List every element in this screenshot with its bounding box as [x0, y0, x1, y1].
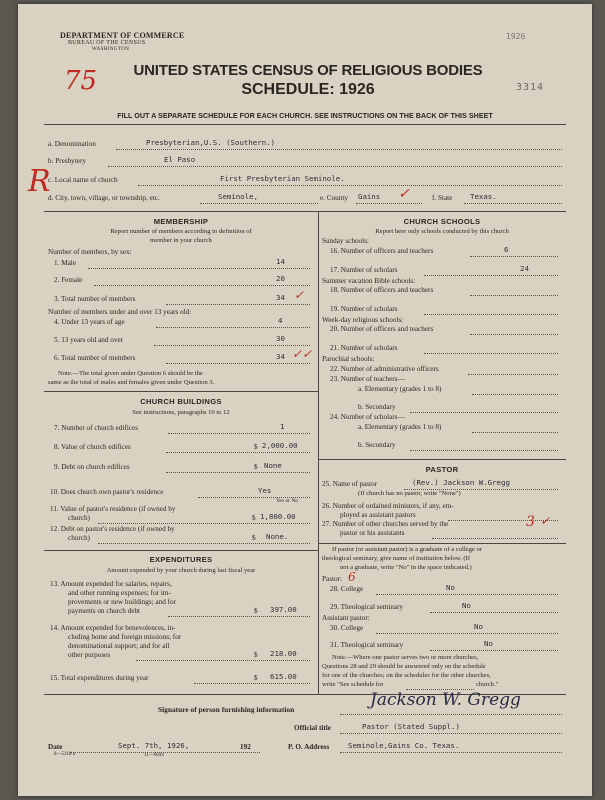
sunday-officers-label: 16. Number of officers and teachers	[330, 247, 434, 255]
buildings-heading: CHURCH BUILDINGS	[140, 397, 222, 406]
residence-value-label: 11. Value of pastor's residence (if owned by	[50, 505, 176, 513]
yes-no-hint: Yes or No	[276, 498, 299, 504]
date-value[interactable]: Sept. 7th, 1926,	[118, 741, 190, 750]
other-churches-value[interactable]: 3	[526, 514, 535, 530]
running-expenses-label: 13. Amount expended for salaries, repairs,	[50, 580, 172, 588]
form-instruction: FILL OUT A SEPARATE SCHEDULE FOR EACH CHURCH. SEE INSTRUCTIONS ON THE BACK OF THIS SHEET	[117, 111, 493, 120]
pastor-name-hint: (If church has no pastor, write "None")	[358, 490, 461, 497]
city-label: d. City, town, village, or township, etc.	[48, 194, 160, 202]
pastor-sub-label: Pastor:	[322, 575, 342, 583]
other-churches-label: 27. Number of other churches served by the	[322, 520, 449, 528]
parochial-schools-label: Parochial schools:	[322, 355, 375, 363]
city-value[interactable]: Seminole,	[218, 192, 259, 201]
total-members-label: 3. Total number of members	[54, 295, 136, 303]
divider	[318, 459, 566, 460]
received-stamp-date: 1926	[506, 32, 526, 41]
census-schedule-sheet: DEPARTMENT OF COMMERCE BUREAU OF THE CENSUS WASHINGTON 1926 3314 75 R UNITED STATES CENSUS OF RELIGIOUS BODIES SCHEDULE: 1926 FILL OUT A SEPARATE SCHEDULE FOR EACH CHURCH. SEE INSTRUCTIONS ON THE BACK OF THIS SHEET a. Denomination Presbyterian,U.S. (Southern.) b. Presbytery El Paso c. Local name of church First Presbyterian Seminole. d. City, town, village, or township, etc. Seminole, e. County Gains ✓ f. State Texas. MEMBERSHIP Report number of members according to definition of member in your church Number of members, by sex: 1. Male 14 2. Female 20 3. Total number of members 34 ✓ Number of members under and over 13 years old: 4. Under 13 years of age 4 5. 13 years old and over 30 6. Total number of members 34 ✓✓ Note.—The total given under Question 6 should be the same as the total of males and females given under Question 3. CHURCH BUILDINGS See instructions, paragraphs 10 to 12 7. Number of church edifices 1 8. Value of church edifices $ 2,000.00 9. Debt on church edifices $ None 10. Does church own pastor's residence Yes Yes or No 11. Value of pastor's residence (if owned by church) $ 1,800.00 12. Debt on pastor's residence (if owned by church) $ None. EXPENDITURES Amount expended by your church during last fiscal year 13. Amount expended for salaries, repairs, and other running expenses; for im- provements or new buildings; and for payments on church debt $ 397.00 14. Amount expended for benevolences, in- cluding home and foreign missions; for denominational support; and for all other purposes $ 218.00 15. Total expenditures during year $ 615.00 CHURCH SCHOOLS Report here only schools conducted by this church Sunday schools: 16. Number of officers and teachers 6 17. Number of scholars 24 Summer vacation Bible schools: 18. Number of officers and teachers 19. Number of scholars Week-day religious schools: 20. Number of officers and teachers 21. Number of scholars Parochial schools: 22. Number of administrative officers 23. Number of teachers— a. Elementary (grades 1 to 8) b. Secondary 24. Number of scholars— a. Elementary (grades 1 to 8) b. Secondary PASTOR 25. Name of pastor (Rev.) Jackson W.Gregg (If church has no pastor, write "None") 26. Number of ordained ministers, if any, em- ployed as assistant pastors 27. Number of other churches served by the pastor or his assistants 3 ✓ If pastor (or assistant pastor) is a graduate of a college or theological seminary, give name of institution below. (If not a graduate, write "No" in the space indicated.) Pastor: 6 28. College No 29. Theological seminary No Assistant pastor: 30. College No 31. Theological seminary No Note.—Where one pastor serves two or more churches, Questions 28 and 29 should be answered only on the schedule for one of the churches; on the schedules for the other churches, write "See schedule for church." Signature of person furnishing information Jackson W. Gregg Official title Pastor (Stated Suppl.) Date Sept. 7th, 1926, 192 P. O. Address Seminole,Gains Co. Texas. 8—5318 a 11—9044	[18, 4, 592, 796]
asst-college-label: 30. College	[330, 624, 364, 632]
vacation-schools-label: Summer vacation Bible schools:	[322, 277, 416, 285]
graduate-note: If pastor (or assistant pastor) is a graduate of a college or	[332, 546, 482, 553]
official-title-value[interactable]: Pastor (Stated Suppl.)	[362, 722, 460, 731]
handwritten-letter: R	[28, 164, 51, 199]
schedule-title: SCHEDULE: 1926	[241, 81, 375, 98]
po-address-label: P. O. Address	[288, 743, 330, 751]
edifices-debt-label: 9. Debt on church edifices	[54, 463, 130, 471]
membership-intro-2: member in your church	[150, 237, 212, 244]
year-suffix: 192	[240, 743, 251, 751]
bureau-heading: BUREAU OF THE CENSUS	[68, 40, 146, 46]
scholars-label: 24. Number of scholars—	[330, 413, 405, 421]
edifices-count-value[interactable]: 1	[280, 422, 285, 431]
teachers-secondary-label: b. Secondary	[358, 403, 396, 411]
edifices-debt-amount[interactable]: None	[264, 461, 282, 470]
department-heading: DEPARTMENT OF COMMERCE	[60, 31, 185, 40]
date-label: Date	[48, 743, 63, 751]
signature-label: Signature of person furnishing information	[158, 705, 295, 714]
pastor-name-value[interactable]: (Rev.) Jackson W.Gregg	[412, 478, 510, 487]
benevolences-label: 14. Amount expended for benevolences, in-	[50, 624, 176, 632]
sunday-schools-label: Sunday schools:	[322, 237, 369, 245]
edifices-count-label: 7. Number of church edifices	[54, 424, 139, 432]
edifices-value-amount[interactable]: 2,000.00	[262, 441, 298, 450]
pastor-mark: 6	[348, 570, 356, 584]
under-13-label: 4. Under 13 years of age	[54, 318, 125, 326]
scholars-elementary-label: a. Elementary (grades 1 to 8)	[358, 423, 442, 431]
admin-officers-label: 22. Number of administrative officers	[330, 365, 439, 373]
weekday-schools-label: Week-day religious schools:	[322, 316, 404, 324]
denomination-label: a. Denomination	[48, 140, 96, 148]
city-heading: WASHINGTON	[92, 47, 130, 52]
schools-intro: Report here only schools conducted by this church	[375, 228, 509, 235]
expenditures-intro: Amount expended by your church during last fiscal year	[106, 567, 256, 574]
sunday-scholars-count[interactable]: 24	[520, 264, 529, 273]
pastor-note: Note.—Where one pastor serves two or more churches,	[332, 654, 479, 661]
male-label: 1. Male	[54, 259, 76, 267]
weekday-officers-label: 20. Number of officers and teachers	[330, 325, 434, 333]
divider	[44, 391, 318, 392]
presbytery-label: b. Presbytery	[48, 157, 86, 165]
running-expenses-amount[interactable]: 397.00	[270, 605, 297, 614]
total-members-count[interactable]: 34	[276, 293, 285, 302]
pastor-name-label: 25. Name of pastor	[322, 480, 378, 488]
over-13-label: 5. 13 years old and over	[54, 336, 124, 344]
owns-residence-label: 10. Does church own pastor's residence	[50, 488, 164, 496]
denomination-value[interactable]: Presbyterian,U.S. (Southern.)	[146, 138, 276, 147]
print-number: 11—9044	[144, 753, 164, 758]
teachers-label: 23. Number of teachers—	[330, 375, 405, 383]
divider	[44, 211, 566, 212]
divider	[318, 543, 566, 544]
membership-heading: MEMBERSHIP	[153, 217, 209, 226]
residence-debt-amount[interactable]: None.	[266, 532, 289, 541]
state-value[interactable]: Texas.	[470, 192, 497, 201]
male-count[interactable]: 14	[276, 257, 285, 266]
official-title-label: Official title	[294, 724, 331, 732]
scholars-secondary-label: b. Secondary	[358, 441, 396, 449]
state-label: f. State	[432, 194, 453, 202]
church-name-label: c. Local name of church	[48, 176, 118, 184]
handwritten-number: 75	[64, 66, 98, 96]
female-count[interactable]: 20	[276, 274, 285, 283]
po-address-value[interactable]: Seminole,Gains Co. Texas.	[348, 741, 460, 750]
weekday-scholars-label: 21. Number of scholars	[330, 344, 398, 352]
buildings-intro: See instructions, paragraphs 10 to 12	[132, 409, 230, 416]
total-members-2-label: 6. Total number of members	[54, 354, 136, 362]
expenditures-heading: EXPENDITURES	[149, 555, 213, 564]
residence-value-amount[interactable]: 1,800.00	[260, 512, 296, 521]
under-13-count[interactable]: 4	[278, 316, 283, 325]
teachers-elementary-label: a. Elementary (grades 1 to 8)	[358, 385, 442, 393]
college-value[interactable]: No	[446, 583, 455, 592]
owns-residence-value[interactable]: Yes	[258, 486, 272, 495]
county-label: e. County	[320, 194, 348, 202]
column-divider	[318, 211, 319, 694]
membership-note-2: same as the total of males and females given under Question 3.	[48, 379, 215, 386]
members-by-age-label: Number of members under and over 13 years old:	[48, 308, 192, 316]
residence-debt-label: 12. Debt on pastor's residence (if owned by	[50, 525, 175, 533]
total-expenditures-amount[interactable]: 615.00	[270, 672, 297, 681]
membership-intro: Report number of members according to definition of	[110, 228, 252, 235]
county-value[interactable]: Gains	[358, 192, 381, 201]
schools-heading: CHURCH SCHOOLS	[403, 217, 481, 226]
total-expenditures-label: 15. Total expenditures during year	[50, 674, 149, 682]
members-by-sex-label: Number of members, by sex:	[48, 248, 132, 256]
church-name-value[interactable]: First Presbyterian Seminole.	[220, 174, 345, 183]
college-label: 28. College	[330, 585, 364, 593]
membership-note: Note.—The total given under Question 6 should be the	[58, 370, 203, 377]
vacation-officers-label: 18. Number of officers and teachers	[330, 286, 434, 294]
pastor-heading: PASTOR	[425, 465, 459, 474]
vacation-scholars-label: 19. Number of scholars	[330, 305, 398, 313]
divider	[44, 124, 566, 125]
female-label: 2. Female	[54, 276, 83, 284]
presbytery-value[interactable]: El Paso	[164, 155, 196, 164]
sunday-officers-count[interactable]: 6	[504, 245, 509, 254]
total-members-2-count[interactable]: 34	[276, 352, 285, 361]
benevolences-amount[interactable]: 218.00	[270, 649, 297, 658]
form-number: 8—5318 a	[54, 752, 75, 757]
assistant-pastor-label: Assistant pastor:	[322, 614, 370, 622]
asst-college-value[interactable]: No	[474, 622, 483, 631]
ordained-ministers-label: 26. Number of ordained ministers, if any, em-	[322, 502, 454, 510]
signature[interactable]: Jackson W. Gregg	[370, 690, 521, 710]
form-title: UNITED STATES CENSUS OF RELIGIOUS BODIES	[133, 62, 483, 79]
asst-seminary-label: 31. Theological seminary	[330, 641, 404, 649]
over-13-count[interactable]: 30	[276, 334, 285, 343]
seminary-label: 29. Theological seminary	[330, 603, 404, 611]
asst-seminary-value[interactable]: No	[484, 639, 493, 648]
received-stamp-number: 3314	[516, 82, 545, 93]
sunday-scholars-label: 17. Number of scholars	[330, 266, 398, 274]
divider	[44, 550, 318, 551]
edifices-value-label: 8. Value of church edifices	[54, 443, 131, 451]
seminary-value[interactable]: No	[462, 601, 471, 610]
